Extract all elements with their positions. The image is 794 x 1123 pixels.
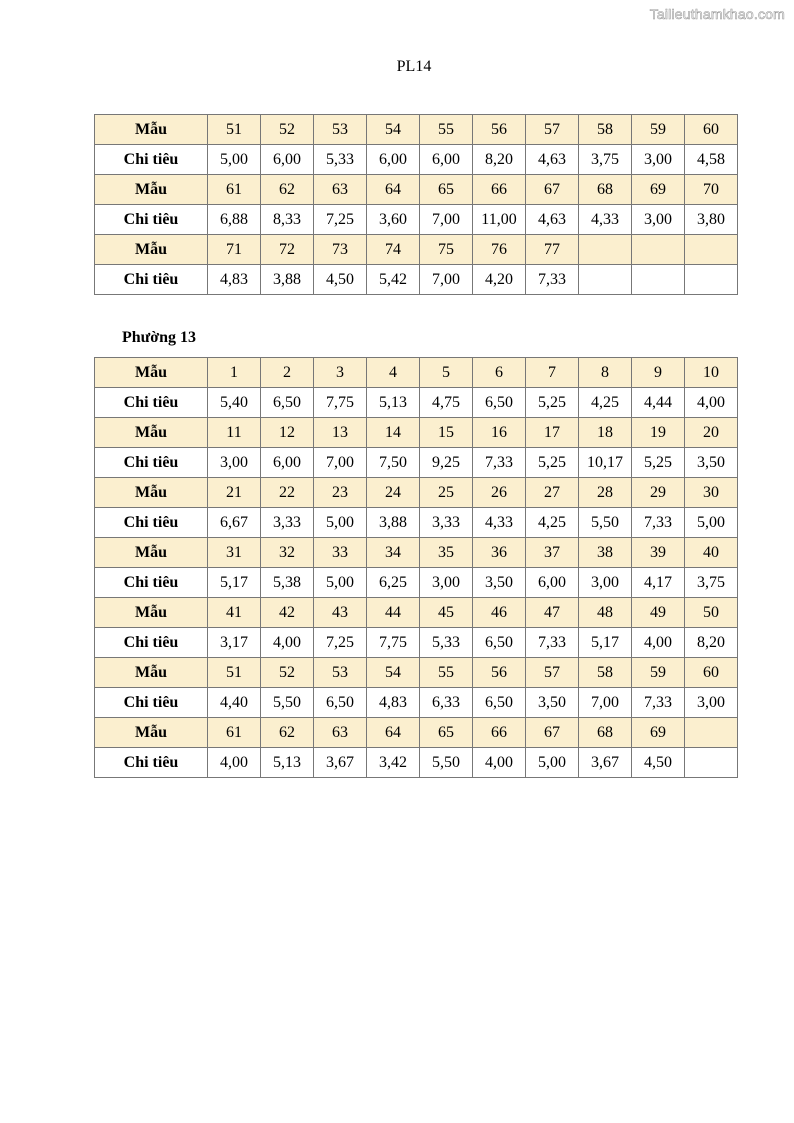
sample-number-cell: 56 (473, 115, 526, 145)
metric-value-cell: 4,33 (579, 205, 632, 235)
metric-value-cell: 6,88 (208, 205, 261, 235)
sample-number-cell: 64 (367, 175, 420, 205)
metric-value-cell: 4,00 (473, 748, 526, 778)
metric-value-cell: 3,75 (579, 145, 632, 175)
metric-value-cell: 6,50 (261, 388, 314, 418)
metric-value-cell: 5,42 (367, 265, 420, 295)
sample-number-cell: 1 (208, 358, 261, 388)
metric-row (95, 448, 738, 478)
sample-label: Mẫu (95, 538, 208, 568)
sample-number-cell: 57 (526, 115, 579, 145)
metric-value-cell: 4,40 (208, 688, 261, 718)
metric-value-cell: 6,25 (367, 568, 420, 598)
sample-number-cell: 71 (208, 235, 261, 265)
metric-value-cell: 4,83 (367, 688, 420, 718)
metric-value-cell: 3,60 (367, 205, 420, 235)
metric-value-cell: 4,20 (473, 265, 526, 295)
sample-number-cell: 70 (685, 175, 738, 205)
metric-value-cell: 6,67 (208, 508, 261, 538)
metric-value-cell: 5,00 (685, 508, 738, 538)
sample-number-cell: 6 (473, 358, 526, 388)
metric-value-cell: 5,25 (526, 388, 579, 418)
sample-number-cell: 60 (685, 115, 738, 145)
metric-label: Chi tiêu (95, 265, 208, 295)
metric-value-cell: 5,25 (632, 448, 685, 478)
metric-value-cell: 4,58 (685, 145, 738, 175)
sample-number-cell: 5 (420, 358, 473, 388)
metric-value-cell: 4,00 (632, 628, 685, 658)
metric-value-cell: 4,50 (314, 265, 367, 295)
metric-value-cell: 8,33 (261, 205, 314, 235)
metric-value-cell: 3,88 (367, 508, 420, 538)
sample-number-cell: 46 (473, 598, 526, 628)
metric-value-cell (632, 265, 685, 295)
metric-value-cell: 3,33 (261, 508, 314, 538)
metric-value-cell: 7,00 (579, 688, 632, 718)
sample-row (95, 358, 738, 388)
metric-label: Chi tiêu (95, 145, 208, 175)
metric-value-cell: 9,25 (420, 448, 473, 478)
sample-number-cell: 54 (367, 658, 420, 688)
metric-label: Chi tiêu (95, 508, 208, 538)
sample-number-cell: 34 (367, 538, 420, 568)
metric-value-cell: 3,50 (685, 448, 738, 478)
sample-number-cell (685, 718, 738, 748)
metric-value-cell: 5,38 (261, 568, 314, 598)
metric-value-cell: 3,00 (685, 688, 738, 718)
metric-row (95, 688, 738, 718)
metric-value-cell: 3,67 (314, 748, 367, 778)
sample-number-cell: 48 (579, 598, 632, 628)
metric-row (95, 145, 738, 175)
sample-row (95, 718, 738, 748)
sample-number-cell: 43 (314, 598, 367, 628)
metric-label: Chi tiêu (95, 388, 208, 418)
sample-number-cell: 51 (208, 115, 261, 145)
sample-number-cell: 62 (261, 175, 314, 205)
metric-value-cell: 5,40 (208, 388, 261, 418)
metric-value-cell: 7,50 (367, 448, 420, 478)
metric-value-cell: 10,17 (579, 448, 632, 478)
metric-value-cell: 4,25 (579, 388, 632, 418)
metric-value-cell: 6,00 (526, 568, 579, 598)
metric-label: Chi tiêu (95, 205, 208, 235)
metric-value-cell: 6,00 (420, 145, 473, 175)
metric-value-cell: 3,42 (367, 748, 420, 778)
sample-number-cell: 61 (208, 718, 261, 748)
metric-value-cell (685, 748, 738, 778)
metric-value-cell: 4,83 (208, 265, 261, 295)
sample-number-cell: 29 (632, 478, 685, 508)
sample-number-cell: 11 (208, 418, 261, 448)
metric-value-cell: 7,75 (367, 628, 420, 658)
sample-number-cell: 20 (685, 418, 738, 448)
metric-value-cell: 5,25 (526, 448, 579, 478)
metric-value-cell: 5,00 (526, 748, 579, 778)
sample-row (95, 418, 738, 448)
sample-row (95, 478, 738, 508)
metric-value-cell: 3,88 (261, 265, 314, 295)
sample-number-cell: 57 (526, 658, 579, 688)
sample-number-cell: 16 (473, 418, 526, 448)
sample-number-cell: 35 (420, 538, 473, 568)
metric-value-cell: 7,33 (632, 688, 685, 718)
sample-number-cell: 61 (208, 175, 261, 205)
metric-value-cell: 3,33 (420, 508, 473, 538)
metric-value-cell: 5,50 (420, 748, 473, 778)
sample-label: Mẫu (95, 175, 208, 205)
sample-number-cell: 63 (314, 175, 367, 205)
sample-number-cell: 28 (579, 478, 632, 508)
sample-number-cell: 3 (314, 358, 367, 388)
sample-number-cell: 58 (579, 658, 632, 688)
page-title: PL14 (396, 58, 432, 75)
sample-number-cell: 67 (526, 175, 579, 205)
metric-value-cell: 6,33 (420, 688, 473, 718)
sample-number-cell (685, 235, 738, 265)
metric-value-cell: 3,50 (526, 688, 579, 718)
metric-value-cell (685, 265, 738, 295)
sample-number-cell: 33 (314, 538, 367, 568)
metric-value-cell: 5,50 (579, 508, 632, 538)
sample-number-cell: 72 (261, 235, 314, 265)
sample-number-cell: 7 (526, 358, 579, 388)
metric-value-cell: 4,00 (261, 628, 314, 658)
sample-row (95, 235, 738, 265)
sample-row (95, 598, 738, 628)
metric-value-cell: 3,00 (632, 145, 685, 175)
sample-number-cell: 8 (579, 358, 632, 388)
metric-label: Chi tiêu (95, 448, 208, 478)
sample-number-cell: 19 (632, 418, 685, 448)
sample-number-cell: 39 (632, 538, 685, 568)
sample-number-cell: 53 (314, 658, 367, 688)
metric-value-cell: 6,00 (367, 145, 420, 175)
sample-number-cell: 68 (579, 175, 632, 205)
metric-row (95, 388, 738, 418)
sample-number-cell: 67 (526, 718, 579, 748)
sample-number-cell: 26 (473, 478, 526, 508)
sample-number-cell: 14 (367, 418, 420, 448)
sample-label: Mẫu (95, 478, 208, 508)
sample-number-cell: 63 (314, 718, 367, 748)
metric-value-cell: 11,00 (473, 205, 526, 235)
sample-number-cell: 65 (420, 718, 473, 748)
metric-value-cell: 6,00 (261, 448, 314, 478)
sample-number-cell: 44 (367, 598, 420, 628)
metric-value-cell: 5,00 (314, 568, 367, 598)
sample-label: Mẫu (95, 718, 208, 748)
metric-value-cell: 4,00 (208, 748, 261, 778)
sample-number-cell: 15 (420, 418, 473, 448)
metric-value-cell: 4,50 (632, 748, 685, 778)
data-table-continued (94, 114, 738, 295)
watermark: Tailieuthamkhao.com (649, 6, 785, 22)
metric-value-cell: 5,00 (208, 145, 261, 175)
metric-value-cell: 7,25 (314, 205, 367, 235)
metric-value-cell: 4,63 (526, 205, 579, 235)
sample-number-cell: 74 (367, 235, 420, 265)
metric-value-cell (579, 265, 632, 295)
metric-value-cell: 4,75 (420, 388, 473, 418)
metric-value-cell: 3,00 (208, 448, 261, 478)
sample-number-cell: 32 (261, 538, 314, 568)
metric-row (95, 568, 738, 598)
sample-row (95, 538, 738, 568)
metric-value-cell: 6,50 (473, 388, 526, 418)
sample-number-cell: 30 (685, 478, 738, 508)
sample-number-cell: 22 (261, 478, 314, 508)
metric-value-cell: 8,20 (685, 628, 738, 658)
sample-number-cell: 27 (526, 478, 579, 508)
sample-number-cell: 53 (314, 115, 367, 145)
metric-value-cell: 6,50 (473, 688, 526, 718)
sample-number-cell: 45 (420, 598, 473, 628)
metric-row (95, 508, 738, 538)
metric-value-cell: 4,25 (526, 508, 579, 538)
metric-value-cell: 3,75 (685, 568, 738, 598)
sample-number-cell: 17 (526, 418, 579, 448)
sample-row (95, 658, 738, 688)
sample-number-cell: 55 (420, 658, 473, 688)
metric-value-cell: 6,50 (314, 688, 367, 718)
sample-number-cell: 21 (208, 478, 261, 508)
sample-number-cell: 59 (632, 658, 685, 688)
sample-label: Mẫu (95, 418, 208, 448)
sample-number-cell: 66 (473, 718, 526, 748)
sample-label: Mẫu (95, 235, 208, 265)
sample-number-cell: 18 (579, 418, 632, 448)
sample-number-cell: 37 (526, 538, 579, 568)
metric-value-cell: 7,00 (314, 448, 367, 478)
metric-value-cell: 8,20 (473, 145, 526, 175)
sample-number-cell: 54 (367, 115, 420, 145)
metric-value-cell: 7,33 (632, 508, 685, 538)
sample-number-cell: 51 (208, 658, 261, 688)
sample-label: Mẫu (95, 598, 208, 628)
sample-row (95, 175, 738, 205)
metric-value-cell: 7,33 (473, 448, 526, 478)
metric-value-cell: 5,33 (420, 628, 473, 658)
sample-number-cell: 52 (261, 658, 314, 688)
metric-value-cell: 5,17 (208, 568, 261, 598)
sample-number-cell (632, 235, 685, 265)
sample-number-cell: 77 (526, 235, 579, 265)
section-title: Phường 13 (122, 329, 197, 346)
sample-number-cell: 41 (208, 598, 261, 628)
sample-number-cell: 23 (314, 478, 367, 508)
metric-row (95, 205, 738, 235)
metric-value-cell: 7,75 (314, 388, 367, 418)
sample-number-cell: 73 (314, 235, 367, 265)
metric-row (95, 265, 738, 295)
metric-row (95, 628, 738, 658)
sample-number-cell: 38 (579, 538, 632, 568)
metric-value-cell: 4,63 (526, 145, 579, 175)
sample-number-cell: 40 (685, 538, 738, 568)
metric-value-cell: 5,50 (261, 688, 314, 718)
metric-value-cell: 7,25 (314, 628, 367, 658)
sample-number-cell: 69 (632, 718, 685, 748)
metric-value-cell: 4,44 (632, 388, 685, 418)
sample-number-cell: 65 (420, 175, 473, 205)
sample-number-cell: 4 (367, 358, 420, 388)
metric-label: Chi tiêu (95, 748, 208, 778)
sample-number-cell: 47 (526, 598, 579, 628)
metric-value-cell: 5,13 (261, 748, 314, 778)
metric-value-cell: 5,17 (579, 628, 632, 658)
sample-number-cell: 75 (420, 235, 473, 265)
metric-value-cell: 5,13 (367, 388, 420, 418)
metric-value-cell: 5,33 (314, 145, 367, 175)
sample-row (95, 115, 738, 145)
metric-value-cell: 5,00 (314, 508, 367, 538)
metric-value-cell: 3,00 (579, 568, 632, 598)
sample-number-cell: 69 (632, 175, 685, 205)
sample-number-cell: 36 (473, 538, 526, 568)
sample-number-cell: 49 (632, 598, 685, 628)
metric-value-cell: 6,00 (261, 145, 314, 175)
sample-number-cell: 31 (208, 538, 261, 568)
metric-label: Chi tiêu (95, 628, 208, 658)
sample-number-cell: 12 (261, 418, 314, 448)
sample-number-cell: 64 (367, 718, 420, 748)
metric-value-cell: 3,67 (579, 748, 632, 778)
metric-row (95, 748, 738, 778)
sample-number-cell: 62 (261, 718, 314, 748)
sample-number-cell: 59 (632, 115, 685, 145)
sample-number-cell: 56 (473, 658, 526, 688)
data-table-ward-13 (94, 357, 738, 778)
metric-value-cell: 3,00 (632, 205, 685, 235)
metric-value-cell: 4,33 (473, 508, 526, 538)
sample-number-cell: 50 (685, 598, 738, 628)
sample-number-cell: 58 (579, 115, 632, 145)
sample-label: Mẫu (95, 358, 208, 388)
sample-number-cell: 25 (420, 478, 473, 508)
sample-number-cell: 24 (367, 478, 420, 508)
metric-label: Chi tiêu (95, 688, 208, 718)
metric-value-cell: 4,17 (632, 568, 685, 598)
sample-number-cell: 60 (685, 658, 738, 688)
sample-number-cell: 52 (261, 115, 314, 145)
metric-value-cell: 3,17 (208, 628, 261, 658)
sample-number-cell: 76 (473, 235, 526, 265)
metric-value-cell: 7,00 (420, 205, 473, 235)
metric-value-cell: 7,33 (526, 265, 579, 295)
metric-value-cell: 3,50 (473, 568, 526, 598)
sample-number-cell (579, 235, 632, 265)
metric-value-cell: 3,00 (420, 568, 473, 598)
metric-label: Chi tiêu (95, 568, 208, 598)
metric-value-cell: 3,80 (685, 205, 738, 235)
sample-number-cell: 68 (579, 718, 632, 748)
sample-number-cell: 10 (685, 358, 738, 388)
metric-value-cell: 6,50 (473, 628, 526, 658)
sample-number-cell: 42 (261, 598, 314, 628)
sample-number-cell: 66 (473, 175, 526, 205)
sample-number-cell: 2 (261, 358, 314, 388)
metric-value-cell: 7,00 (420, 265, 473, 295)
metric-value-cell: 4,00 (685, 388, 738, 418)
sample-label: Mẫu (95, 115, 208, 145)
sample-label: Mẫu (95, 658, 208, 688)
sample-number-cell: 55 (420, 115, 473, 145)
metric-value-cell: 7,33 (526, 628, 579, 658)
sample-number-cell: 9 (632, 358, 685, 388)
sample-number-cell: 13 (314, 418, 367, 448)
